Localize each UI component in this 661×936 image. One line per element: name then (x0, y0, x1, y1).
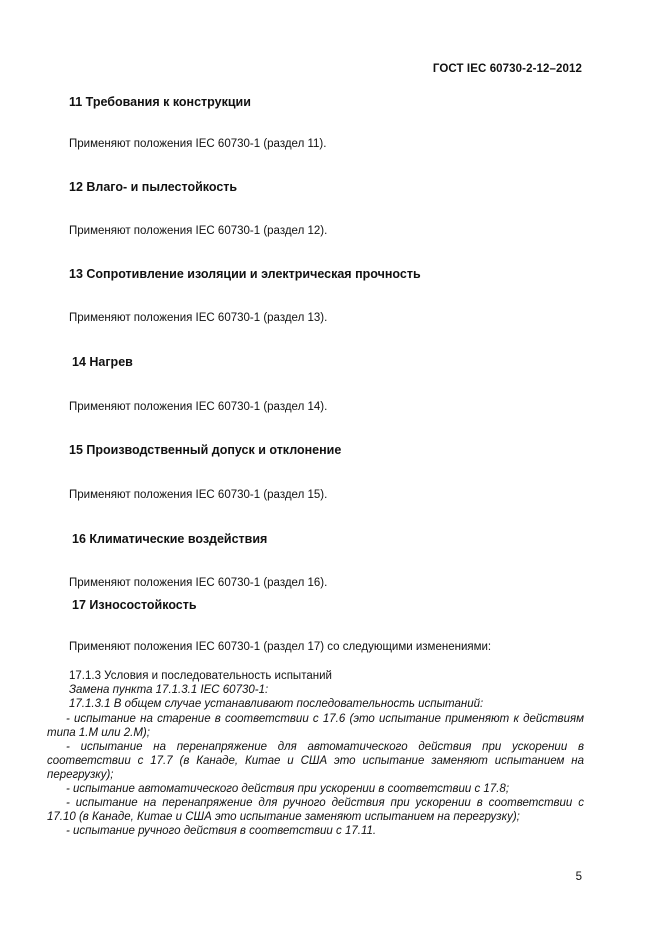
section-heading-15: 15 Производственный допуск и отклонение (69, 443, 342, 457)
test-item-2: - испытание на перенапряжение для автоматического действия при ускорении в соответствии с 17.7 (в Канаде, Китае и США это испытание заменяют испытанием на перегрузку); (47, 741, 584, 781)
section-text-15: Применяют положения IEC 60730-1 (раздел 15). (69, 489, 328, 501)
section-text-16: Применяют положения IEC 60730-1 (раздел 16). (69, 577, 328, 589)
page-number: 5 (575, 871, 582, 883)
section-text-14: Применяют положения IEC 60730-1 (раздел 14). (69, 401, 328, 413)
section-text-11: Применяют положения IEC 60730-1 (раздел 11). (69, 138, 327, 150)
clause-title: 17.1.3 Условия и последовательность испытаний (69, 670, 332, 682)
test-item-1: - испытание на старение в соответствии с 17.6 (это испытание применяют к действиям типа 1.М или 2.М); (47, 713, 584, 739)
section-heading-16: 16 Климатические воздействия (72, 532, 268, 546)
test-item-5: - испытание ручного действия в соответствии с 17.11. (66, 825, 377, 837)
section-text-13: Применяют положения IEC 60730-1 (раздел 13). (69, 312, 328, 324)
section-heading-14: 14 Нагрев (72, 355, 133, 369)
clause-intro: 17.1.3.1 В общем случае устанавливают последовательность испытаний: (69, 698, 484, 710)
test-item-4: - испытание на перенапряжение для ручного действия при ускорении в соответствии с 17.10 (в Канаде, Китае и США это испытание заменяют испытанием на перегрузку); (47, 797, 584, 823)
section-text-12: Применяют положения IEC 60730-1 (раздел 12). (69, 225, 328, 237)
test-item-3: - испытание автоматического действия при ускорении в соответствии с 17.8; (66, 783, 510, 795)
document-code-header: ГОСТ IEC 60730-2-12–2012 (432, 63, 582, 75)
section-heading-12: 12 Влаго- и пылестойкость (69, 180, 238, 194)
section-heading-13: 13 Сопротивление изоляции и электрическая прочность (69, 267, 421, 281)
section-heading-11: 11 Требования к конструкции (69, 95, 251, 109)
clause-replacement-note: Замена пункта 17.1.3.1 IEC 60730-1: (69, 684, 269, 696)
section-heading-17: 17 Износостойкость (72, 598, 197, 612)
section-text-17: Применяют положения IEC 60730-1 (раздел 17) со следующими изменениями: (69, 641, 492, 653)
